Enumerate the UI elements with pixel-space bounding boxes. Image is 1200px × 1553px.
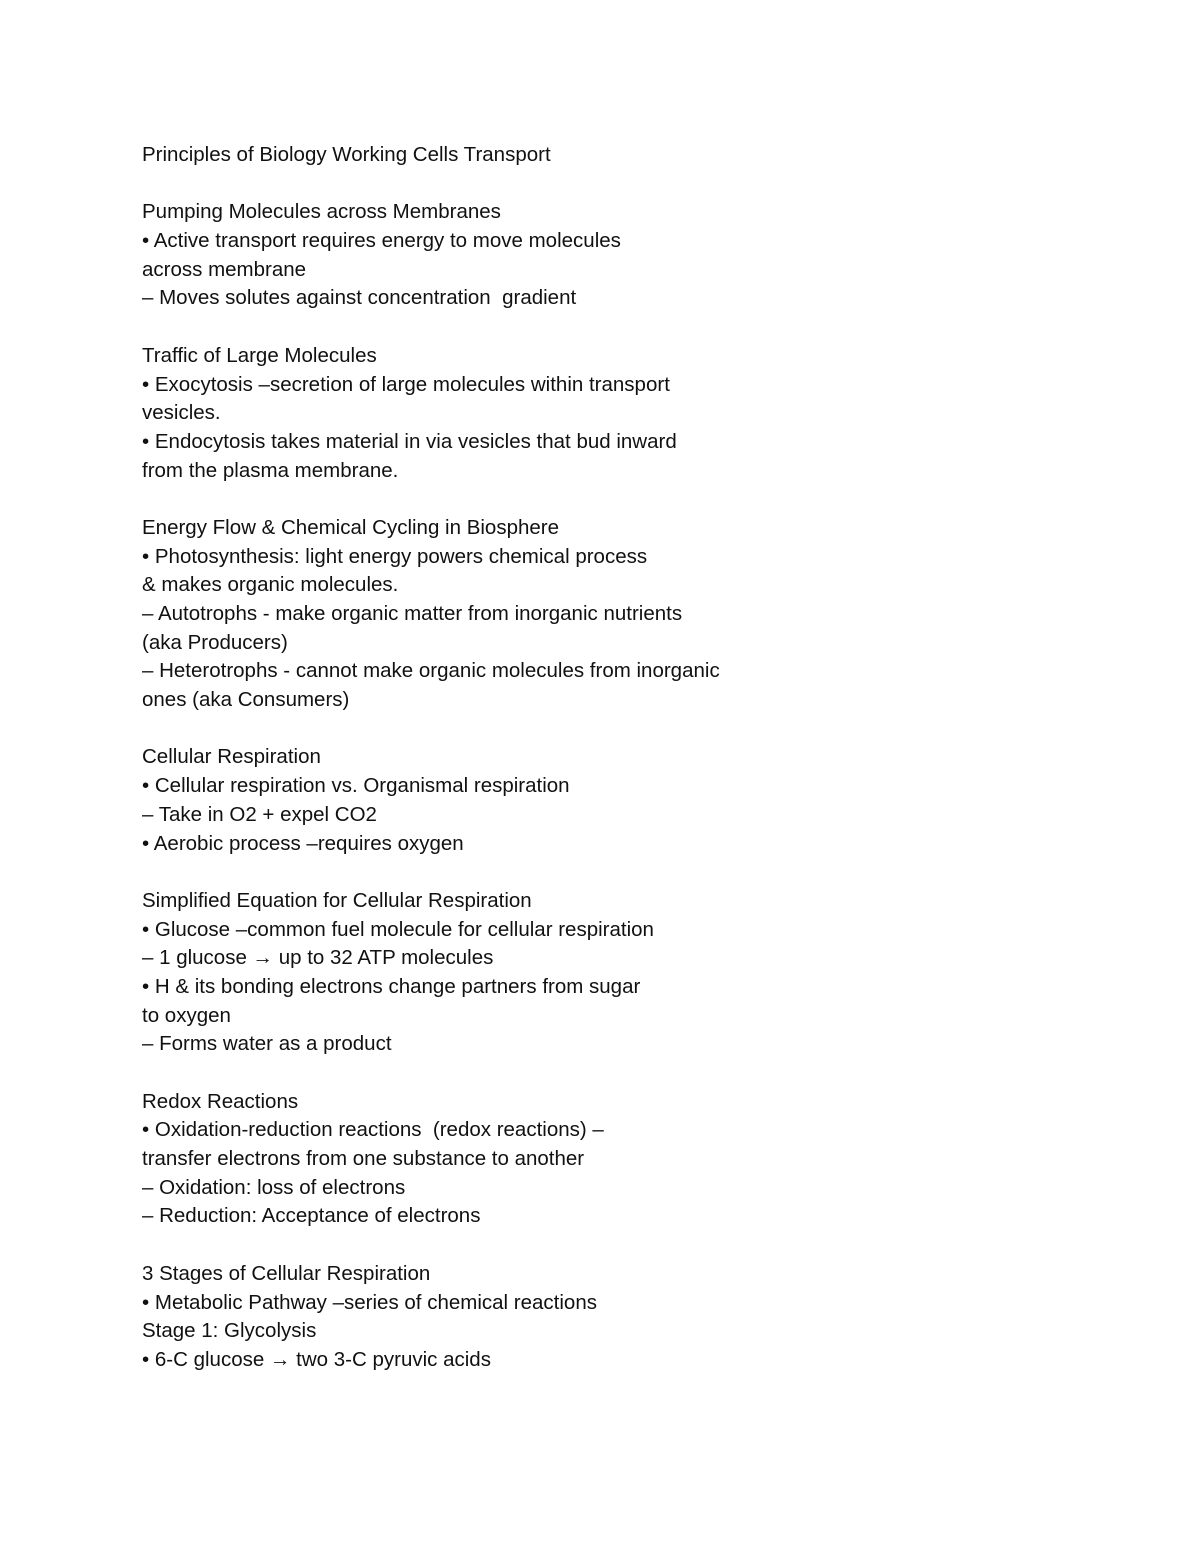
spacer (142, 715, 1042, 744)
text-line: & makes organic molecules. (142, 573, 399, 597)
text-line: • Photosynthesis: light energy powers chemical process (142, 544, 648, 568)
section-heading: Simplified Equation for Cellular Respiration (142, 888, 532, 912)
text-line: – Reduction: Acceptance of electrons (142, 1204, 481, 1228)
text-line: – Take in O2 + expel CO2 (142, 802, 377, 826)
text-line: to oxygen (142, 1003, 231, 1027)
text-line: (aka Producers) (142, 630, 288, 654)
section-heading: Cellular Respiration (142, 745, 321, 769)
text-line: • Endocytosis takes material in via vesicles that bud inward (142, 429, 677, 453)
text-line: – Autotrophs - make organic matter from inorganic nutrients (142, 602, 683, 625)
spacer (142, 170, 1042, 199)
text-line: – Oxidation: loss of electrons (142, 1175, 406, 1199)
document-title: Principles of Biology Working Cells Transport (142, 143, 551, 166)
document-body (142, 141, 1042, 1375)
text-line: – Forms water as a product (142, 1032, 392, 1056)
text-line: – 1 glucose → up to 32 ATP molecules (142, 946, 494, 970)
text-line: • Metabolic Pathway –series of chemical reactions (142, 1290, 597, 1314)
text-line: • Active transport requires energy to move molecules (142, 229, 621, 253)
section-heading: 3 Stages of Cellular Respiration (142, 1261, 431, 1285)
spacer (142, 1231, 1042, 1260)
spacer (142, 313, 1042, 342)
text-line: • Oxidation-reduction reactions (redox reactions) – (142, 1118, 604, 1142)
text-line: • Aerobic process –requires oxygen (142, 831, 464, 855)
text-line: • H & its bonding electrons change partners from sugar (142, 974, 641, 998)
section-heading: Traffic of Large Molecules (142, 343, 377, 367)
text-line: • Glucose –common fuel molecule for cellular respiration (142, 917, 654, 941)
text-line: • Cellular respiration vs. Organismal respiration (142, 774, 570, 798)
text-line: – Moves solutes against concentration gradient (142, 286, 577, 310)
spacer (142, 485, 1042, 514)
section-heading: Pumping Molecules across Membranes (142, 200, 501, 224)
text-line: – Heterotrophs - cannot make organic molecules from inorganic (142, 659, 720, 683)
text-line: across membrane (142, 257, 307, 281)
text-line: vesicles. (142, 401, 221, 425)
section-heading: Energy Flow & Chemical Cycling in Biosphere (142, 515, 560, 539)
text-line: transfer electrons from one substance to another (142, 1147, 585, 1171)
text-line: Stage 1: Glycolysis (142, 1319, 317, 1343)
section-heading: Redox Reactions (142, 1089, 299, 1113)
text-line: • Exocytosis –secretion of large molecules within transport (142, 372, 670, 396)
text-line: • 6-C glucose → two 3-C pyruvic acids (142, 1347, 491, 1371)
spacer (142, 1059, 1042, 1088)
text-line: from the plasma membrane. (142, 458, 399, 482)
text-line: ones (aka Consumers) (142, 688, 350, 712)
spacer (142, 858, 1042, 887)
